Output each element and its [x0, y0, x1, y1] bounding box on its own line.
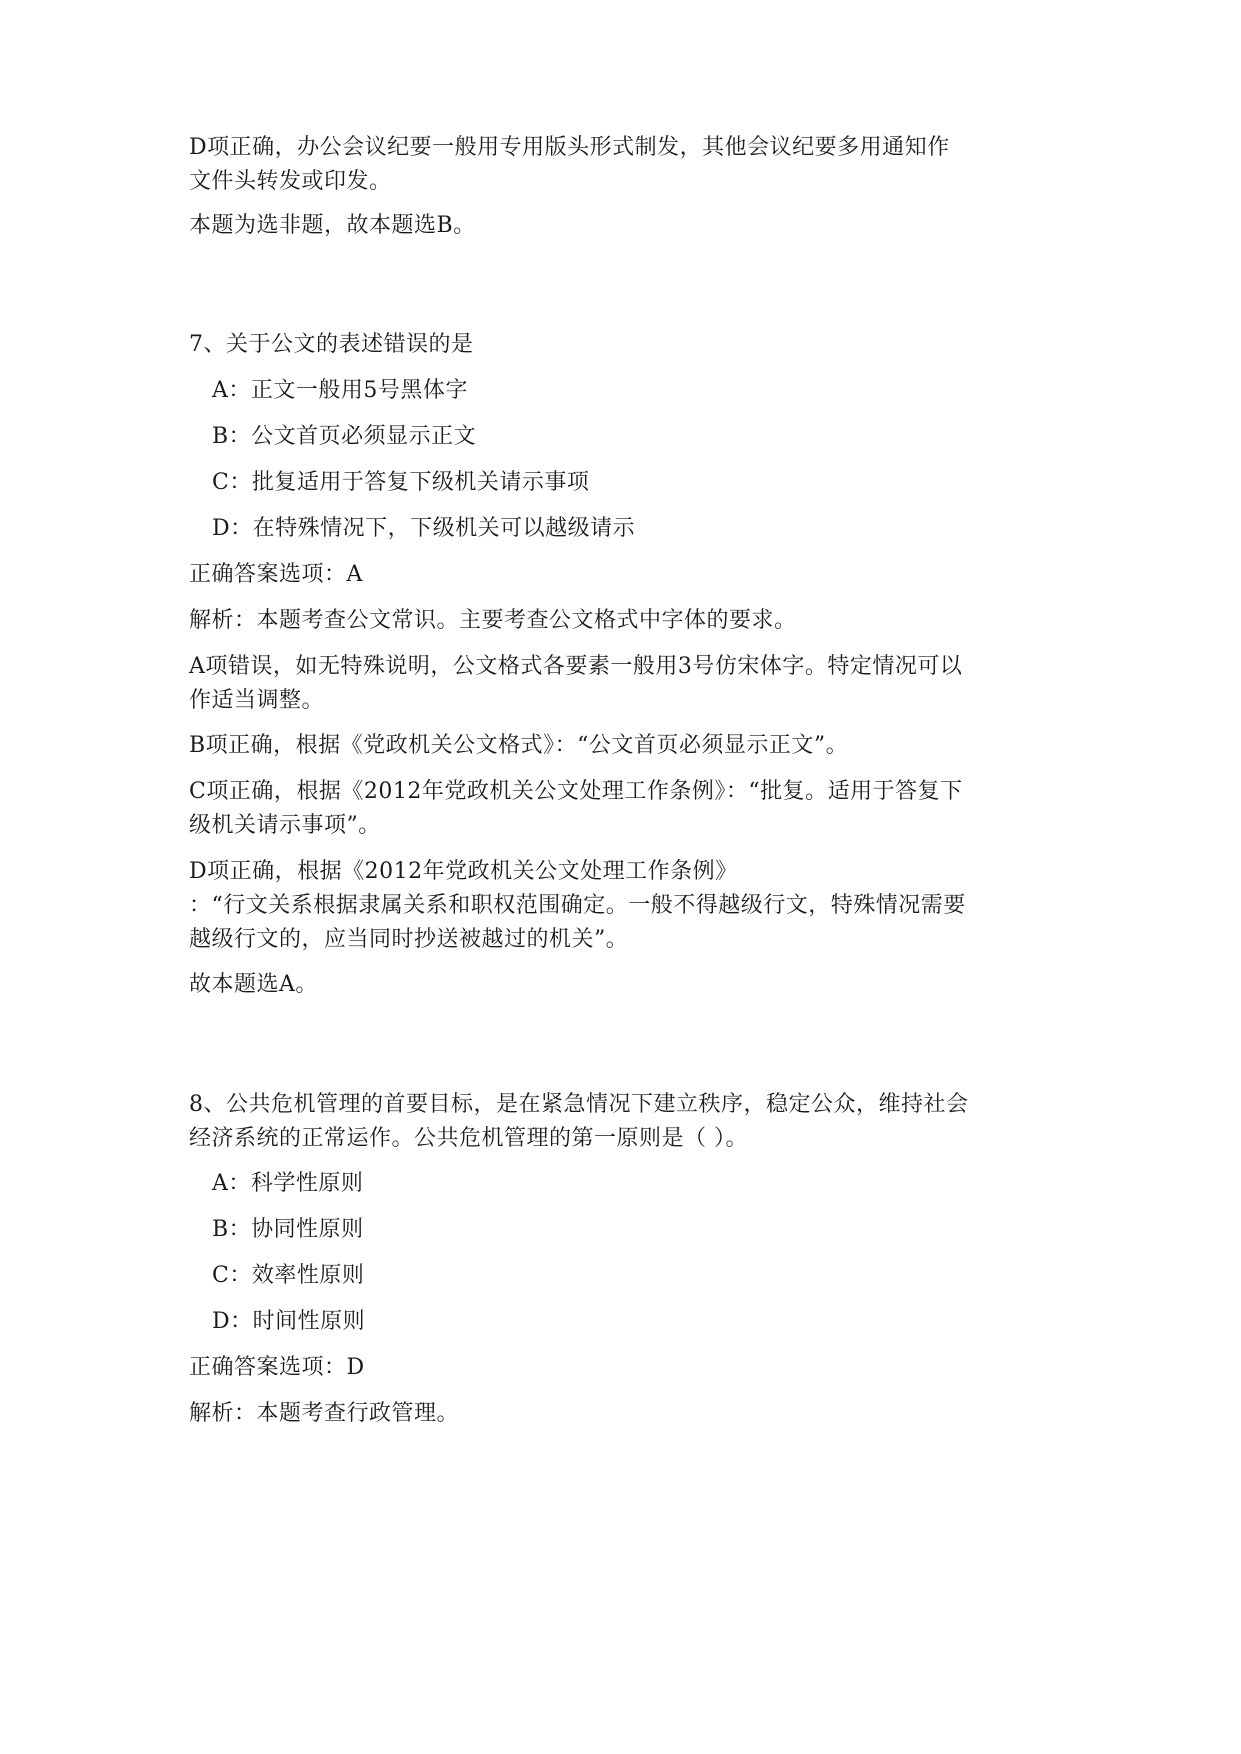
q7-option-d: D：在特殊情况下，下级机关可以越级请示 [212, 516, 636, 541]
q7-d-explanation-line1: D项正确，根据《2012年党政机关公文处理工作条例》 [189, 859, 738, 884]
prev-d-explanation-line1: D项正确，办公会议纪要一般用专用版头形式制发，其他会议纪要多用通知作 [189, 135, 950, 160]
q8-answer: 正确答案选项：D [189, 1355, 365, 1380]
q7-stem: 7、关于公文的表述错误的是 [189, 332, 474, 357]
q7-conclusion: 故本题选A。 [189, 972, 318, 997]
q7-analysis: 解析：本题考查公文常识。主要考查公文格式中字体的要求。 [189, 608, 797, 633]
q7-d-explanation-line3: 越级行文的，应当同时抄送被越过的机关”。 [189, 927, 629, 952]
q7-option-a: A：正文一般用5号黑体字 [212, 378, 468, 403]
q8-analysis: 解析：本题考查行政管理。 [189, 1401, 460, 1426]
prev-conclusion: 本题为选非题，故本题选B。 [189, 213, 476, 238]
q8-stem-line2: 经济系统的正常运作。公共危机管理的第一原则是（ ）。 [189, 1126, 748, 1151]
q7-d-explanation-line2: ：“行文关系根据隶属关系和职权范围确定。一般不得越级行文，特殊情况需要 [189, 893, 966, 918]
q7-a-explanation-line2: 作适当调整。 [189, 688, 325, 713]
q8-stem-line1: 8、公共危机管理的首要目标，是在紧急情况下建立秩序，稳定公众，维持社会 [189, 1092, 969, 1117]
q7-c-explanation-line2: 级机关请示事项”。 [189, 813, 381, 838]
q7-answer: 正确答案选项：A [189, 562, 363, 587]
q8-option-b: B：协同性原则 [212, 1217, 364, 1242]
q8-option-c: C：效率性原则 [212, 1263, 365, 1288]
q7-option-c: C：批复适用于答复下级机关请示事项 [212, 470, 590, 495]
q7-b-explanation: B项正确，根据《党政机关公文格式》：“公文首页必须显示正文”。 [189, 733, 849, 758]
q8-option-d: D：时间性原则 [212, 1309, 366, 1334]
q7-c-explanation-line1: C项正确，根据《2012年党政机关公文处理工作条例》：“批复。适用于答复下 [189, 779, 963, 804]
prev-d-explanation-line2: 文件头转发或印发。 [189, 169, 392, 194]
q8-option-a: A：科学性原则 [212, 1171, 364, 1196]
q7-a-explanation-line1: A项错误，如无特殊说明，公文格式各要素一般用3号仿宋体字。特定情况可以 [189, 654, 963, 679]
q7-option-b: B：公文首页必须显示正文 [212, 424, 477, 449]
